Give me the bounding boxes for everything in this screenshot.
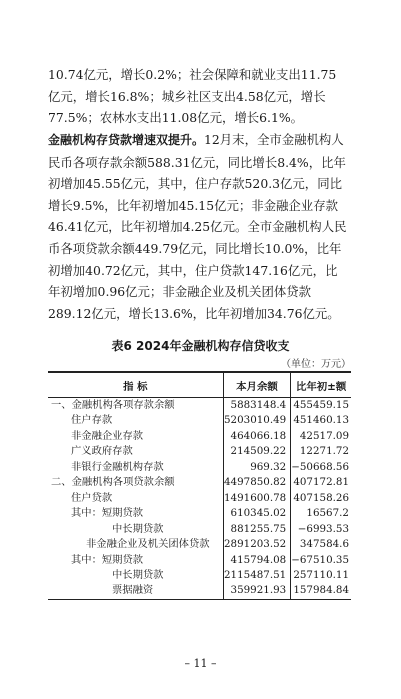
row-label: 中长期贷款 — [112, 568, 164, 581]
paragraph-2 — [48, 129, 348, 324]
row-label: 非金融企业存款 — [71, 429, 144, 442]
row-label: 中长期贷款 — [112, 522, 164, 535]
row-month-balance: 464066.18 — [223, 429, 291, 444]
row-month-balance: 359921.93 — [223, 583, 291, 599]
table-title: 表6 2024年金融机构存信贷收支 — [111, 339, 290, 353]
row-month-balance: 4497850.82 — [223, 475, 291, 490]
row-month-balance: 5883148.4 — [223, 398, 291, 414]
row-label: 住户贷款 — [71, 491, 113, 504]
row-label: 非金融企业及机关团体贷款 — [86, 538, 210, 551]
row-change: 42517.09 — [291, 429, 351, 444]
row-change: 16567.2 — [291, 506, 351, 521]
paragraph-2-lead: 金融机构存贷款增速双提升。 — [48, 133, 205, 147]
row-month-balance: 5203010.49 — [223, 413, 291, 428]
table-row — [48, 583, 351, 599]
row-change: −50668.56 — [291, 460, 351, 475]
row-label: 其中：短期贷款 — [71, 507, 144, 520]
header-indicator: 指 标 — [48, 372, 223, 398]
table-row — [48, 553, 351, 568]
row-change: 455459.15 — [291, 398, 351, 414]
row-month-balance: 610345.02 — [223, 506, 291, 521]
row-change: 157984.84 — [291, 583, 351, 599]
row-change: −6993.53 — [291, 522, 351, 537]
header-month-balance: 本月余额 — [223, 372, 291, 398]
row-month-balance: 969.32 — [223, 460, 291, 475]
table-row — [48, 444, 351, 459]
row-label: 二、金融机构各项贷款余额 — [51, 476, 175, 489]
row-label: 票据融资 — [48, 583, 223, 599]
row-label: 其中：短期贷款 — [71, 553, 144, 566]
table-row — [48, 460, 351, 475]
table-row — [48, 522, 351, 537]
row-change: 347584.6 — [291, 537, 351, 552]
paragraph-2-body: 12月末，全市金融机构人民币各项存款余额588.31亿元，同比增长8.4%，比年初增加45.55亿元，其中，住户存款520.3亿元，同比增长9.5%，比年初增加45.15亿元；非金融企业存款46.41亿元，比年初增加4.25亿元。全市金融机构人民币各项贷款余额449.79亿元，同比增长10.0%，比年初增加40.72亿元，其中，住户贷款147.16亿元，比年初增加0.96亿元；非金融企业及机关团体贷款289.12亿元，增长13.6%，比年初增加34.76亿元。 — [48, 132, 347, 321]
table-row — [48, 537, 351, 552]
row-month-balance: 214509.22 — [223, 444, 291, 459]
table-unit: （单位：万元） — [281, 359, 351, 370]
row-label: 住户存款 — [71, 414, 113, 427]
table-header-row — [48, 372, 351, 398]
row-change: 12271.72 — [291, 444, 351, 459]
row-month-balance: 415794.08 — [223, 553, 291, 568]
row-month-balance: 1491600.78 — [223, 491, 291, 506]
table-row — [48, 568, 351, 583]
row-change: 451460.13 — [291, 413, 351, 428]
table-row — [48, 491, 351, 506]
finance-table — [48, 371, 351, 600]
table-row — [48, 429, 351, 444]
table-row — [48, 398, 351, 414]
page-number: – 11 – — [184, 657, 217, 670]
row-label: 广义政府存款 — [71, 445, 133, 458]
row-change: −67510.35 — [291, 553, 351, 568]
paragraph-1: 10.74亿元，增长0.2%；社会保障和就业支出11.75亿元，增长16.8%；城乡社区支出4.58亿元，增长77.5%；农林水支出11.08亿元，增长6.1%。 — [48, 67, 337, 126]
row-change: 407158.26 — [291, 491, 351, 506]
row-month-balance: 881255.75 — [223, 522, 291, 537]
row-month-balance: 2891203.52 — [223, 537, 291, 552]
row-label: 一、金融机构各项存款余额 — [51, 399, 175, 411]
table-row — [48, 506, 351, 521]
table-row — [48, 475, 351, 490]
table-row — [48, 413, 351, 428]
row-change: 407172.81 — [291, 475, 351, 490]
row-label: 非银行金融机构存款 — [71, 460, 164, 473]
row-change: 257110.11 — [291, 568, 351, 583]
header-change: 比年初±额 — [291, 372, 351, 398]
row-month-balance: 2115487.51 — [223, 568, 291, 583]
